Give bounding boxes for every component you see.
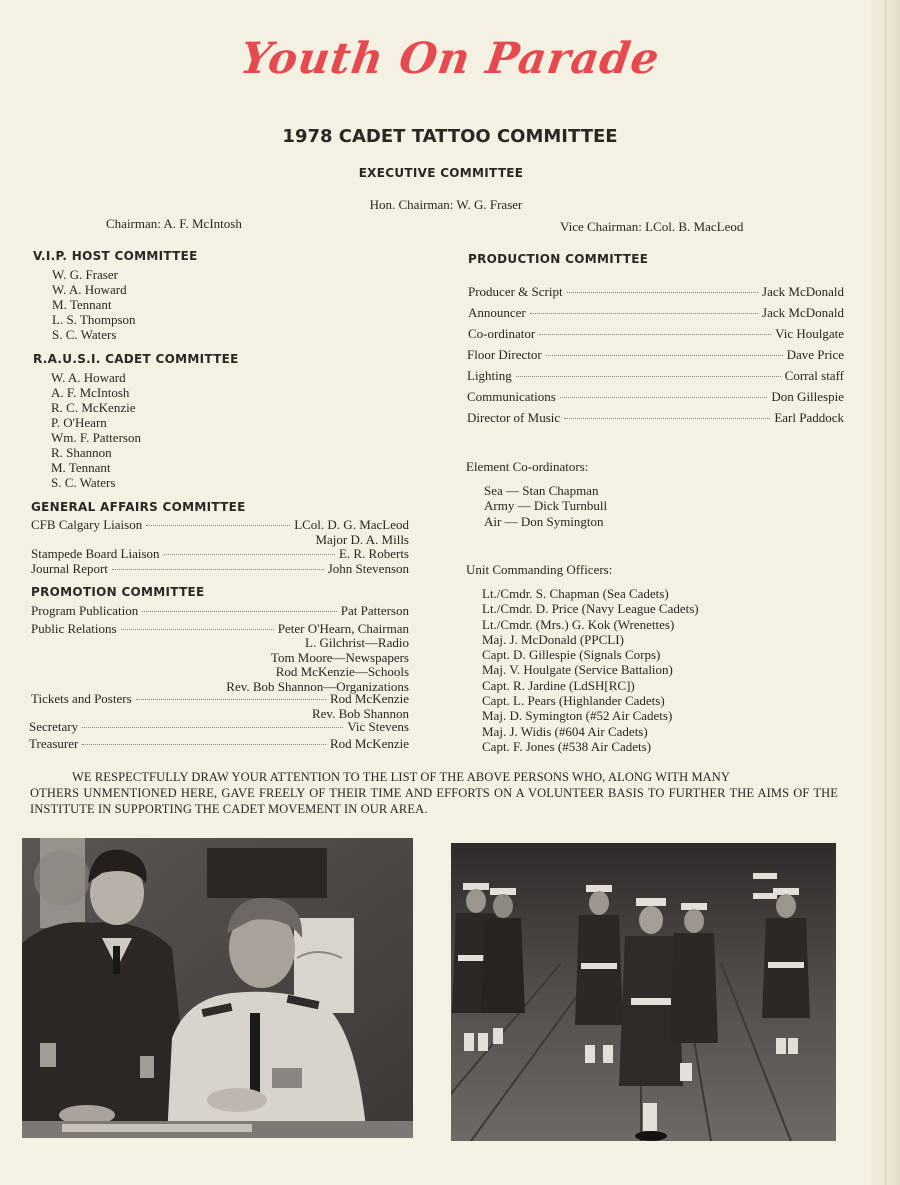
unit-officers-list (482, 586, 699, 754)
name: Rod McKenzie (329, 691, 409, 706)
production-row (468, 326, 844, 342)
executive-committee-heading: EXECUTIVE COMMITTEE (358, 166, 524, 180)
general-affairs-row (31, 517, 409, 533)
closing-paragraph-rest: OTHERS UNMENTIONED HERE, GAVE FREELY OF THEIR TIME AND EFFORTS ON A VOLUNTEER BASIS TO FURTHER THE AIMS OF THE INSTITUTE IN SUPPORTING THE CADET MOVEMENT IN OUR AREA. (30, 786, 838, 816)
name: Rev. Bob Shannon—Organizations (226, 678, 409, 694)
officer: Maj. J. Widis (#604 Air Cadets) (482, 723, 648, 739)
officer: Capt. R. Jardine (LdSH[RC]) (482, 677, 635, 693)
photo-officers-at-desk (22, 838, 413, 1138)
leader-dots (560, 397, 768, 398)
production-row (467, 410, 844, 426)
element-coordinators-label: Element Co-ordinators: (466, 459, 589, 474)
leader-dots (567, 292, 758, 293)
member: W. A. Howard (52, 282, 127, 297)
main-title: 1978 CADET TATTOO COMMITTEE (282, 126, 618, 147)
member: S. C. Waters (52, 327, 117, 342)
member: Wm. F. Patterson (51, 430, 141, 445)
coordinator: Sea — Stan Chapman (484, 483, 599, 498)
role: Producer & Script (468, 284, 563, 299)
member: A. F. McIntosh (51, 385, 130, 400)
role: Stampede Board Liaison (31, 546, 160, 561)
name: Jack McDonald (762, 305, 844, 320)
member: S. C. Waters (51, 475, 116, 490)
member: M. Tennant (52, 297, 112, 312)
officer: Lt./Cmdr. (Mrs.) G. Kok (Wrenettes) (482, 616, 675, 632)
hon-chairman: Hon. Chairman: W. G. Fraser (369, 197, 523, 212)
name: Pat Patterson (340, 603, 409, 618)
closing-paragraph-line1: WE RESPECTFULLY DRAW YOUR ATTENTION TO THE LIST OF THE ABOVE PERSONS WHO, ALONG WITH MANY (72, 770, 731, 784)
member: L. S. Thompson (52, 312, 136, 327)
continuation-name: Rev. Bob Shannon (311, 706, 409, 721)
role: Co-ordinator (468, 326, 536, 341)
promotion-row (31, 691, 409, 707)
name: Vic Stevens (347, 719, 409, 734)
leader-dots (82, 727, 343, 728)
name: Don Gillespie (771, 389, 844, 404)
member: W. G. Fraser (52, 267, 118, 282)
name: Corral staff (784, 368, 844, 383)
name: Dave Price (786, 347, 844, 362)
general-affairs-row (31, 546, 409, 562)
officer: Maj. D. Symington (#52 Air Cadets) (482, 708, 673, 724)
role: CFB Calgary Liaison (31, 517, 143, 532)
leader-dots (112, 569, 324, 570)
coordinator: Air — Don Symington (484, 513, 604, 529)
name: Tom Moore—Newspapers (270, 649, 409, 665)
role: Lighting (467, 368, 512, 383)
binding-line (885, 0, 886, 1185)
element-coordinators-list (484, 483, 607, 529)
officer: Capt. L. Pears (Highlander Cadets) (482, 693, 665, 709)
production-heading: PRODUCTION COMMITTEE (468, 252, 649, 266)
vip-host-heading: V.I.P. HOST COMMITTEE (33, 249, 198, 263)
closing-paragraph (30, 769, 838, 817)
role: Treasurer (29, 736, 79, 751)
name: Earl Paddock (774, 410, 844, 425)
officer: Lt./Cmdr. S. Chapman (Sea Cadets) (482, 586, 669, 601)
production-row (467, 368, 844, 384)
production-row (467, 347, 844, 363)
leader-dots (121, 629, 274, 630)
vice-chairman: Vice Chairman: LCol. B. MacLeod (560, 219, 744, 234)
coordinator: Army — Dick Turnbull (484, 498, 608, 514)
role: Secretary (29, 719, 79, 734)
leader-dots (530, 313, 758, 314)
production-row (468, 284, 844, 300)
role: Floor Director (467, 347, 542, 362)
role: Announcer (468, 305, 526, 320)
member: P. O'Hearn (51, 415, 107, 430)
leader-dots (164, 554, 335, 555)
unit-officers-label: Unit Commanding Officers: (466, 562, 613, 577)
photo-sea-cadets-parade (451, 843, 836, 1141)
leader-dots (546, 355, 783, 356)
role: Director of Music (467, 410, 561, 425)
rausi-list (51, 370, 141, 490)
name: Peter O'Hearn, Chairman (277, 621, 409, 636)
officer: Maj. J. McDonald (PPCLI) (482, 631, 624, 647)
production-row (468, 305, 844, 321)
officer: Capt. D. Gillespie (Signals Corps) (482, 647, 661, 663)
member: M. Tennant (51, 460, 111, 475)
officer: Lt./Cmdr. D. Price (Navy League Cadets) (482, 601, 699, 617)
name: LCol. D. G. MacLeod (294, 517, 409, 532)
continuation-name: Major D. A. Mills (315, 532, 409, 547)
leader-dots (82, 744, 326, 745)
role: Program Publication (31, 603, 139, 618)
name: Jack McDonald (762, 284, 844, 299)
production-row (467, 389, 844, 405)
member: R. C. McKenzie (51, 400, 136, 415)
rausi-heading: R.A.U.S.I. CADET COMMITTEE (33, 352, 239, 366)
script-title: Youth On Parade (237, 34, 663, 84)
name: Rod McKenzie—Schools (275, 664, 409, 679)
leader-dots (136, 699, 326, 700)
continuation-names (226, 636, 409, 694)
promotion-heading: PROMOTION COMMITTEE (31, 585, 205, 599)
role: Communications (467, 389, 556, 404)
promotion-row (29, 719, 409, 735)
name: Rod McKenzie (329, 736, 409, 751)
chairman: Chairman: A. F. McIntosh (106, 216, 242, 231)
role: Journal Report (31, 561, 108, 576)
role: Public Relations (31, 621, 117, 636)
name: E. R. Roberts (338, 546, 409, 561)
officer: Maj. V. Houlgate (Service Battalion) (482, 662, 673, 678)
officer: Capt. F. Jones (#538 Air Cadets) (482, 738, 652, 754)
leader-dots (539, 334, 771, 335)
member: W. A. Howard (51, 370, 126, 385)
promotion-row (29, 736, 409, 752)
leader-dots (564, 418, 770, 419)
leader-dots (516, 376, 781, 377)
role: Tickets and Posters (31, 691, 132, 706)
general-affairs-row (31, 561, 409, 577)
name: L. Gilchrist—Radio (305, 635, 409, 650)
promotion-row (31, 603, 409, 619)
leader-dots (146, 525, 290, 526)
vip-host-list (52, 267, 136, 342)
general-affairs-heading: GENERAL AFFAIRS COMMITTEE (31, 500, 246, 514)
leader-dots (142, 611, 337, 612)
name: John Stevenson (327, 561, 409, 576)
name: Vic Houlgate (775, 326, 844, 341)
member: R. Shannon (51, 445, 112, 460)
